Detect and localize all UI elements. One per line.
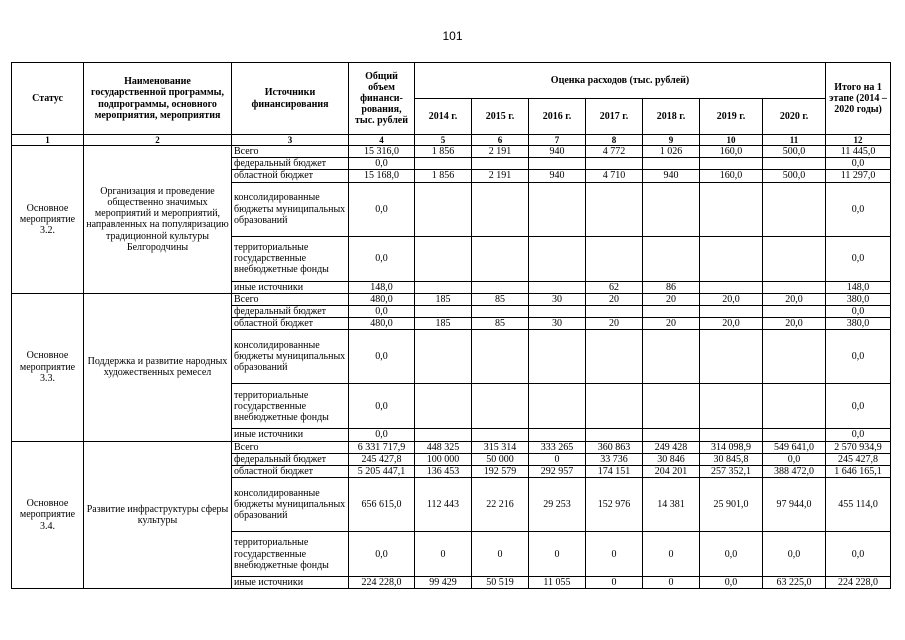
year-value-cell: 1 856 [415,170,472,182]
table-row [12,441,891,453]
year-value-cell [472,236,529,281]
column-number: 11 [763,135,826,146]
header-row [12,63,891,99]
total-volume-cell: 245 427,8 [349,453,415,465]
total-volume-cell: 5 205 447,1 [349,465,415,477]
year-value-cell [700,330,763,384]
column-number: 7 [529,135,586,146]
year-value-cell: 20,0 [700,318,763,330]
stage-total-cell: 380,0 [826,293,891,305]
year-value-cell: 315 314 [472,441,529,453]
year-value-cell [415,429,472,441]
year-value-cell: 0 [643,532,700,577]
year-value-cell: 14 381 [643,478,700,532]
year-value-cell [472,182,529,236]
year-value-cell: 204 201 [643,465,700,477]
year-value-cell: 97 944,0 [763,478,826,532]
total-volume-cell: 480,0 [349,293,415,305]
header-year: 2017 г. [586,99,643,135]
year-value-cell: 30 [529,293,586,305]
year-value-cell [472,281,529,293]
column-number: 8 [586,135,643,146]
year-value-cell: 940 [529,146,586,158]
year-value-cell [763,384,826,429]
budget-table [11,62,891,589]
funding-source: федеральный бюджет [232,306,349,318]
year-value-cell: 192 579 [472,465,529,477]
funding-source: территориальные государственные внебюджетные фонды [232,384,349,429]
year-value-cell: 0 [472,532,529,577]
year-value-cell: 152 976 [586,478,643,532]
year-value-cell: 25 901,0 [700,478,763,532]
year-value-cell: 940 [643,170,700,182]
stage-total-cell: 0,0 [826,306,891,318]
year-value-cell [415,236,472,281]
stage-total-cell: 224 228,0 [826,577,891,589]
total-volume-cell: 0,0 [349,236,415,281]
year-value-cell [472,384,529,429]
block-name: Развитие инфраструктуры сферы культуры [84,441,232,589]
year-value-cell: 11 055 [529,577,586,589]
header-estimate: Оценка расходов (тыс. рублей) [415,63,826,99]
stage-total-cell: 11 297,0 [826,170,891,182]
stage-total-cell: 0,0 [826,429,891,441]
year-value-cell [700,306,763,318]
year-value-cell: 20,0 [763,293,826,305]
column-numbers-row [12,135,891,146]
year-value-cell: 29 253 [529,478,586,532]
year-value-cell: 549 641,0 [763,441,826,453]
year-value-cell [586,429,643,441]
year-value-cell [415,281,472,293]
header-stage-total: Итого на 1 этапе (2014 – 2020 годы) [826,63,891,135]
funding-source: иные источники [232,429,349,441]
total-volume-cell: 0,0 [349,158,415,170]
header-year: 2019 г. [700,99,763,135]
year-value-cell: 500,0 [763,170,826,182]
year-value-cell: 448 325 [415,441,472,453]
year-value-cell [529,281,586,293]
year-value-cell: 22 216 [472,478,529,532]
year-value-cell: 2 191 [472,170,529,182]
year-value-cell [700,384,763,429]
year-value-cell: 4 772 [586,146,643,158]
column-number: 1 [12,135,84,146]
year-value-cell [763,182,826,236]
stage-total-cell: 455 114,0 [826,478,891,532]
year-value-cell [529,158,586,170]
year-value-cell: 174 151 [586,465,643,477]
year-value-cell [586,330,643,384]
year-value-cell: 360 863 [586,441,643,453]
column-number: 4 [349,135,415,146]
year-value-cell [643,306,700,318]
header-sources: Источники финансирования [232,63,349,135]
year-value-cell [763,281,826,293]
year-value-cell [586,182,643,236]
stage-total-cell: 0,0 [826,384,891,429]
year-value-cell: 314 098,9 [700,441,763,453]
year-value-cell [472,306,529,318]
year-value-cell: 0 [643,577,700,589]
year-value-cell: 99 429 [415,577,472,589]
header-year: 2014 г. [415,99,472,135]
year-value-cell: 20,0 [763,318,826,330]
year-value-cell: 0 [529,453,586,465]
year-value-cell [529,236,586,281]
year-value-cell: 30 846 [643,453,700,465]
year-value-cell: 0,0 [763,453,826,465]
total-volume-cell: 480,0 [349,318,415,330]
total-volume-cell: 224 228,0 [349,577,415,589]
column-number: 2 [84,135,232,146]
year-value-cell: 85 [472,293,529,305]
year-value-cell: 333 265 [529,441,586,453]
year-value-cell: 136 453 [415,465,472,477]
year-value-cell [529,384,586,429]
year-value-cell [700,158,763,170]
year-value-cell: 20 [586,318,643,330]
year-value-cell [643,429,700,441]
funding-source: территориальные государственные внебюджетные фонды [232,532,349,577]
header-year: 2016 г. [529,99,586,135]
year-value-cell: 160,0 [700,170,763,182]
year-value-cell: 33 736 [586,453,643,465]
year-value-cell: 4 710 [586,170,643,182]
block-status: Основное мероприятие 3.4. [12,441,84,589]
stage-total-cell: 2 570 934,9 [826,441,891,453]
year-value-cell [529,182,586,236]
year-value-cell [700,236,763,281]
year-value-cell [700,182,763,236]
year-value-cell [586,384,643,429]
funding-source: консолидированные бюджеты муниципальных образований [232,478,349,532]
year-value-cell: 249 428 [643,441,700,453]
total-volume-cell: 0,0 [349,182,415,236]
year-value-cell: 940 [529,170,586,182]
year-value-cell: 20 [643,318,700,330]
year-value-cell: 20 [643,293,700,305]
header-year: 2018 г. [643,99,700,135]
year-value-cell [763,330,826,384]
year-value-cell: 0 [529,532,586,577]
table-row [12,146,891,158]
funding-source: консолидированные бюджеты муниципальных образований [232,182,349,236]
year-value-cell: 50 519 [472,577,529,589]
stage-total-cell: 1 646 165,1 [826,465,891,477]
funding-source: федеральный бюджет [232,158,349,170]
year-value-cell [529,306,586,318]
header-year: 2015 г. [472,99,529,135]
table-row [12,293,891,305]
year-value-cell [415,306,472,318]
year-value-cell: 160,0 [700,146,763,158]
year-value-cell: 62 [586,281,643,293]
year-value-cell [763,158,826,170]
total-volume-cell: 0,0 [349,429,415,441]
year-value-cell: 1 856 [415,146,472,158]
stage-total-cell: 0,0 [826,532,891,577]
header-status: Статус [12,63,84,135]
funding-source: областной бюджет [232,170,349,182]
year-value-cell [643,384,700,429]
total-volume-cell: 6 331 717,9 [349,441,415,453]
year-value-cell [415,182,472,236]
funding-source: консолидированные бюджеты муниципальных образований [232,330,349,384]
total-volume-cell: 15 316,0 [349,146,415,158]
year-value-cell: 0,0 [700,577,763,589]
stage-total-cell: 148,0 [826,281,891,293]
year-value-cell [643,158,700,170]
funding-source: областной бюджет [232,465,349,477]
year-value-cell [472,330,529,384]
header-total-volume: Общий объем финанси-рования, тыс. рублей [349,63,415,135]
total-volume-cell: 0,0 [349,384,415,429]
total-volume-cell: 656 615,0 [349,478,415,532]
year-value-cell [529,330,586,384]
funding-source: иные источники [232,577,349,589]
year-value-cell [472,429,529,441]
year-value-cell: 50 000 [472,453,529,465]
year-value-cell [415,330,472,384]
header-year: 2020 г. [763,99,826,135]
total-volume-cell: 0,0 [349,306,415,318]
year-value-cell: 0 [415,532,472,577]
year-value-cell [763,236,826,281]
year-value-cell [529,429,586,441]
stage-total-cell: 0,0 [826,330,891,384]
total-volume-cell: 0,0 [349,532,415,577]
year-value-cell: 257 352,1 [700,465,763,477]
block-name: Поддержка и развитие народных художественных ремесел [84,293,232,441]
column-number: 5 [415,135,472,146]
funding-source: Всего [232,293,349,305]
year-value-cell: 86 [643,281,700,293]
header-name: Наименование государственной программы, подпрограммы, основного мероприятия, мероприятия [84,63,232,135]
year-value-cell [415,384,472,429]
total-volume-cell: 148,0 [349,281,415,293]
year-value-cell [700,429,763,441]
year-value-cell: 0 [586,532,643,577]
year-value-cell [472,158,529,170]
funding-source: федеральный бюджет [232,453,349,465]
block-name: Организация и проведение общественно значимых мероприятий и мероприятий, направленных на популяризацию традиционной культуры Белгородчины [84,146,232,294]
year-value-cell: 185 [415,318,472,330]
table-body [12,146,891,589]
year-value-cell [586,158,643,170]
year-value-cell [643,330,700,384]
year-value-cell: 388 472,0 [763,465,826,477]
funding-source: территориальные государственные внебюджетные фонды [232,236,349,281]
year-value-cell [643,236,700,281]
year-value-cell: 85 [472,318,529,330]
year-value-cell: 20 [586,293,643,305]
year-value-cell: 20,0 [700,293,763,305]
total-volume-cell: 0,0 [349,330,415,384]
page-number: 101 [442,29,463,43]
year-value-cell: 112 443 [415,478,472,532]
funding-source: Всего [232,441,349,453]
year-value-cell: 30 [529,318,586,330]
block-status: Основное мероприятие 3.3. [12,293,84,441]
year-value-cell: 292 957 [529,465,586,477]
year-value-cell: 0,0 [763,532,826,577]
column-number: 6 [472,135,529,146]
year-value-cell [415,158,472,170]
year-value-cell [586,236,643,281]
year-value-cell: 0,0 [700,532,763,577]
funding-source: областной бюджет [232,318,349,330]
year-value-cell: 1 026 [643,146,700,158]
stage-total-cell: 380,0 [826,318,891,330]
year-value-cell: 500,0 [763,146,826,158]
year-value-cell [643,182,700,236]
total-volume-cell: 15 168,0 [349,170,415,182]
stage-total-cell: 0,0 [826,158,891,170]
year-value-cell [763,429,826,441]
year-value-cell: 185 [415,293,472,305]
year-value-cell: 2 191 [472,146,529,158]
year-value-cell [586,306,643,318]
stage-total-cell: 245 427,8 [826,453,891,465]
stage-total-cell: 0,0 [826,182,891,236]
year-value-cell [700,281,763,293]
year-value-cell [763,306,826,318]
column-number: 10 [700,135,763,146]
stage-total-cell: 0,0 [826,236,891,281]
stage-total-cell: 11 445,0 [826,146,891,158]
year-value-cell: 100 000 [415,453,472,465]
column-number: 9 [643,135,700,146]
funding-source: иные источники [232,281,349,293]
column-number: 12 [826,135,891,146]
year-value-cell: 30 845,8 [700,453,763,465]
block-status: Основное мероприятие 3.2. [12,146,84,294]
year-value-cell: 63 225,0 [763,577,826,589]
year-value-cell: 0 [586,577,643,589]
funding-source: Всего [232,146,349,158]
column-number: 3 [232,135,349,146]
